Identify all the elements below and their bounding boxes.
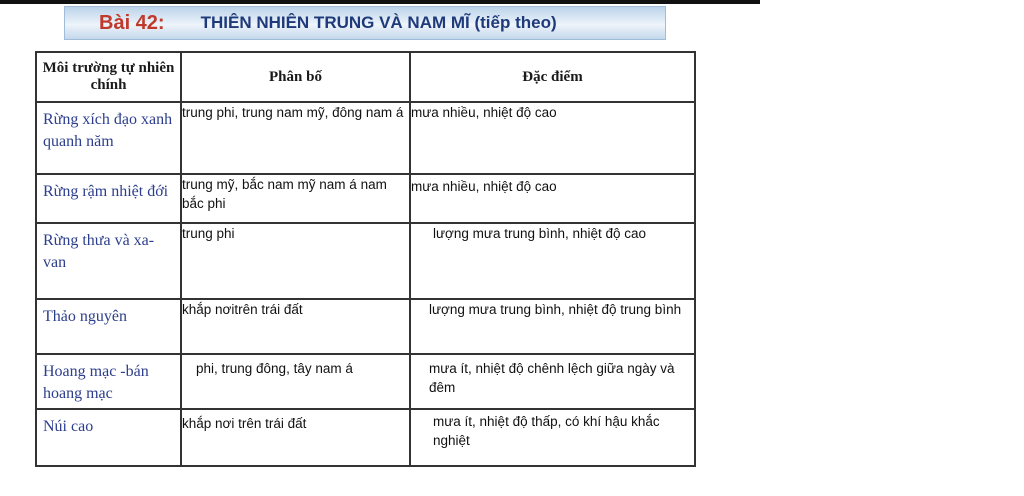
distribution-cell: khắp nơi trên trái đất xyxy=(181,409,410,466)
table-row xyxy=(36,299,695,354)
distribution-cell: trung mỹ, bắc nam mỹ nam á nam bắc phi xyxy=(181,174,410,223)
title-banner xyxy=(64,6,666,40)
table-row xyxy=(36,174,695,223)
environment-table xyxy=(35,51,696,467)
top-border-strip xyxy=(0,0,760,4)
table-row xyxy=(36,223,695,299)
env-name: Núi cao xyxy=(36,409,181,466)
header-environment: Môi trường tự nhiên chính xyxy=(36,52,181,102)
features-cell: mưa nhiều, nhiệt độ cao xyxy=(410,174,695,223)
features-cell: mưa ít, nhiệt độ chênh lệch giữa ngày và đêm xyxy=(410,354,695,409)
features-cell: lượng mưa trung bình, nhiệt độ cao xyxy=(410,223,695,299)
distribution-cell: phi, trung đông, tây nam á xyxy=(181,354,410,409)
env-name: Rừng rậm nhiệt đới xyxy=(36,174,181,223)
env-name: Thảo nguyên xyxy=(36,299,181,354)
distribution-cell: khắp nơitrên trái đất xyxy=(181,299,410,354)
env-name: Rừng xích đạo xanh quanh năm xyxy=(36,102,181,174)
table-row xyxy=(36,409,695,466)
table-header-row xyxy=(36,52,695,102)
header-features: Đặc điểm xyxy=(410,52,695,102)
env-name: Hoang mạc -bán hoang mạc xyxy=(36,354,181,409)
features-cell: mưa nhiều, nhiệt độ cao xyxy=(410,102,695,174)
distribution-cell: trung phi, trung nam mỹ, đông nam á xyxy=(181,102,410,174)
features-cell: mưa ít, nhiệt độ thấp, có khí hậu khắc nghiệt xyxy=(410,409,695,466)
features-cell: lượng mưa trung bình, nhiệt độ trung bình xyxy=(410,299,695,354)
env-name: Rừng thưa và xa-van xyxy=(36,223,181,299)
header-distribution: Phân bố xyxy=(181,52,410,102)
table-row xyxy=(36,354,695,409)
lesson-number: Bài 42: xyxy=(99,11,165,34)
lesson-title: THIÊN NHIÊN TRUNG VÀ NAM MĨ (tiếp theo) xyxy=(200,13,557,32)
table-row xyxy=(36,102,695,174)
distribution-cell: trung phi xyxy=(181,223,410,299)
